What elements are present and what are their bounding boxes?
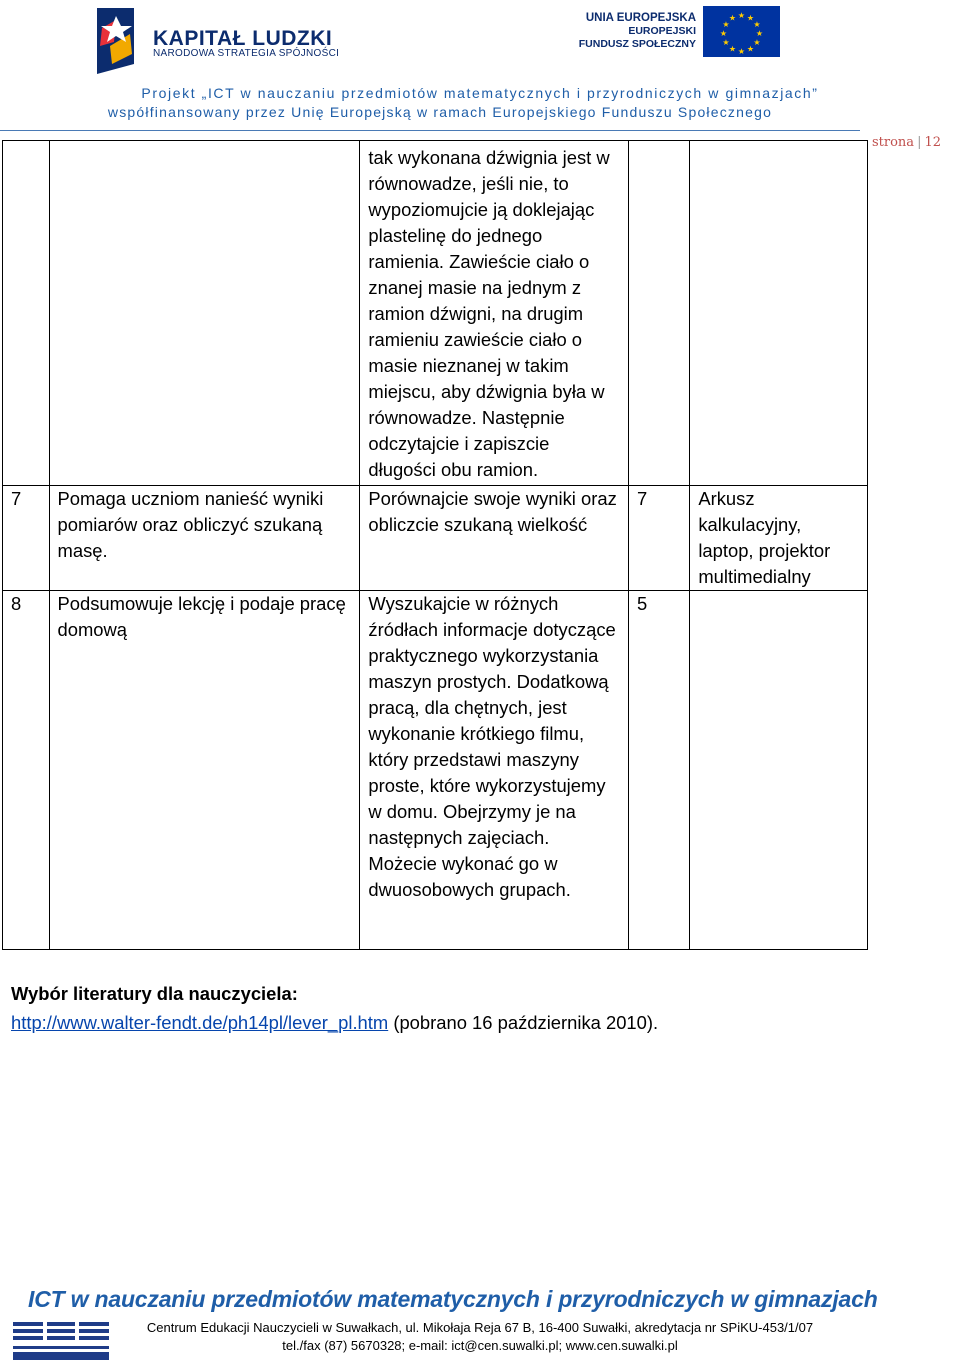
footer-contact: tel./fax (87) 5670328; e-mail: ict@cen.suwalki.pl; www.cen.suwalki.pl (282, 1338, 678, 1353)
svg-text:★: ★ (737, 47, 746, 56)
kapital-ludzki-subtitle: NARODOWA STRATEGIA SPÓJNOŚCI (153, 48, 340, 59)
lesson-plan-table (2, 140, 868, 950)
student-activity-cell: tak wykonana dźwignia jest w równowadze, jeśli nie, to wypoziomujcie ją doklejając plastelinę do jednego ramienia. Zawieście ciało o znanej masie na jednym z ramion dźwigni, na drugim ramieniu zawieście ciało o masie nieznanej w takim miejscu, aby dźwignia była w równowadze. Następnie odczytajcie i zapiszcie długości obu ramion. (360, 141, 629, 486)
svg-text:★: ★ (719, 29, 728, 38)
page-number (872, 135, 941, 150)
eu-logo-line3: FUNDUSZ SPOŁECZNY (578, 38, 696, 50)
step-number-cell (3, 141, 50, 486)
table-row (3, 591, 868, 950)
eu-logo-line2: EUROPEJSKI (628, 25, 696, 37)
student-activity-cell: Wyszukajcie w różnych źródłach informacje dotyczące praktycznego wykorzystania maszyn prostych. Dodatkową pracą, dla chętnych, jest wykonanie krótkiego filmu, który przedstawi maszyny proste, które wykorzystujemy w domu. Obejrzymy je na następnych zajęciach. Możecie wykonać go w dwuosobowych grupach. (360, 591, 629, 950)
page-number-value: 12 (924, 135, 941, 150)
svg-text:★: ★ (753, 38, 761, 47)
footer-address: Centrum Edukacji Nauczycieli w Suwałkach, ul. Mikołaja Reja 67 B, 16-400 Suwałki, akredytacja nr SPiKU-453/1/07 (146, 1320, 814, 1335)
svg-text:★: ★ (737, 11, 746, 20)
svg-text:★: ★ (722, 20, 730, 29)
time-cell: 5 (629, 591, 690, 950)
header-divider (0, 130, 860, 131)
eu-logo-text (560, 12, 696, 51)
literature-entry (11, 1012, 658, 1034)
eu-logo-line1: UNIA EUROPEJSKA (585, 12, 696, 24)
literature-heading: Wybór literatury dla nauczyciela: (11, 983, 298, 1004)
time-cell: 7 (629, 486, 690, 591)
student-activity-cell: Porównajcie swoje wyniki oraz obliczcie szukaną wielkość (360, 486, 629, 591)
kapital-ludzki-title: KAPITAŁ LUDZKI (153, 27, 333, 50)
svg-text:★: ★ (746, 44, 755, 54)
teacher-action-cell: Pomaga uczniom nanieść wyniki pomiarów oraz obliczyć szukaną masę. (49, 486, 360, 591)
svg-text:★: ★ (728, 44, 737, 54)
eu-flag-icon (703, 6, 780, 57)
time-cell (629, 141, 690, 486)
teacher-action-cell (49, 141, 360, 486)
page-number-separator: | (917, 135, 922, 150)
svg-text:★: ★ (755, 29, 764, 38)
svg-text:★: ★ (746, 13, 755, 23)
svg-text:★: ★ (753, 20, 761, 29)
table-row (3, 486, 868, 591)
literature-note: (pobrano 16 października 2010). (388, 1012, 659, 1033)
resources-cell: Arkusz kalkulacyjny, laptop, projektor multimedialny (690, 486, 868, 591)
project-funding-line: współfinansowany przez Unię Europejską w ramach Europejskiego Funduszu Społecznego (107, 104, 773, 120)
step-number-cell: 7 (3, 486, 50, 591)
footer-project-title: ICT w nauczaniu przedmiotów matematycznych i przyrodniczych w gimnazjach (28, 1286, 878, 1312)
teacher-action-cell: Podsumowuje lekcję i podaje pracę domową (49, 591, 360, 950)
svg-text:★: ★ (722, 38, 730, 47)
page-number-label: strona (872, 135, 915, 150)
resources-cell (690, 141, 868, 486)
literature-link[interactable]: http://www.walter-fendt.de/ph14pl/lever_pl.htm (11, 1012, 389, 1033)
table-row (3, 141, 868, 486)
resources-cell (690, 591, 868, 950)
step-number-cell: 8 (3, 591, 50, 950)
svg-text:★: ★ (728, 13, 737, 23)
cen-suwalki-logo (13, 1318, 113, 1362)
project-title-line: Projekt „ICT w nauczaniu przedmiotów matematycznych i przyrodniczych w gimnazjach” (141, 85, 819, 101)
